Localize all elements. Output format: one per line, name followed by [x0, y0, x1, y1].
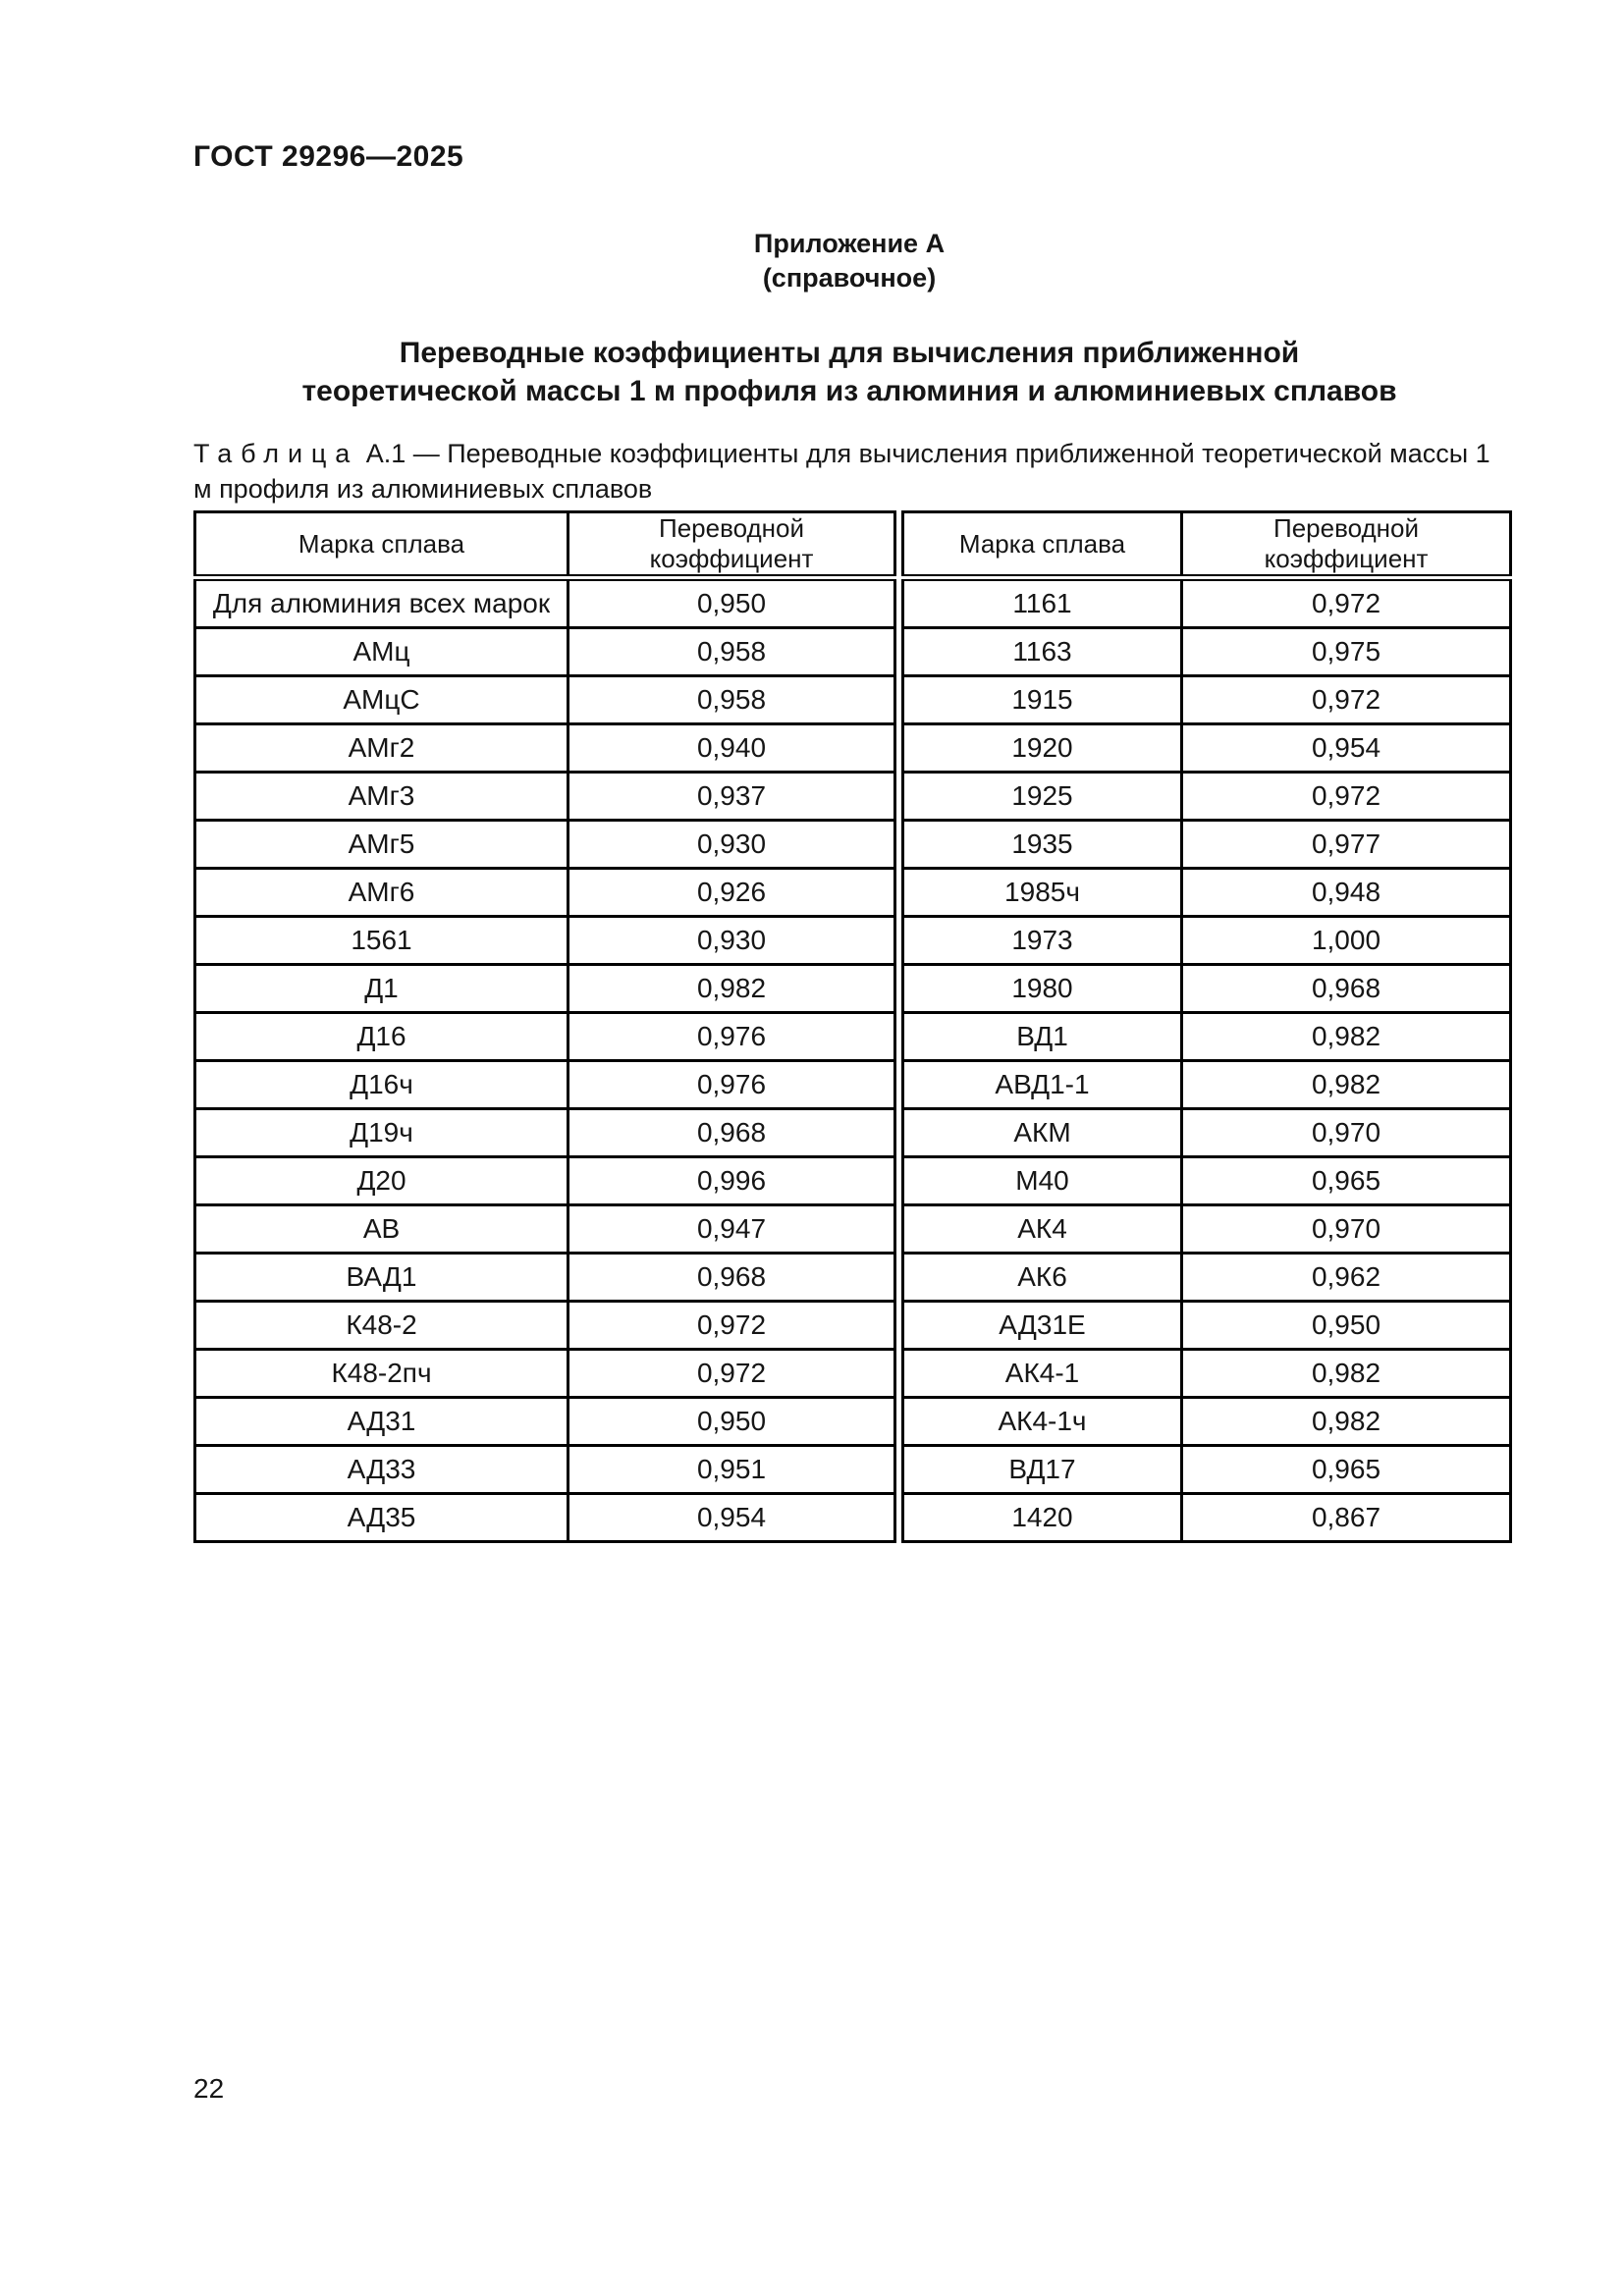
- alloy-mark-cell: АВ: [195, 1205, 568, 1254]
- alloy-mark-cell: АК6: [903, 1254, 1182, 1302]
- conversion-coefficient-cell: 0,968: [568, 1109, 895, 1157]
- alloy-mark-cell: Д19ч: [195, 1109, 568, 1157]
- alloy-mark-cell: АМц: [195, 628, 568, 676]
- document-code: ГОСТ 29296—2025: [193, 140, 464, 173]
- table-header-row: [195, 512, 895, 578]
- table-row: [195, 821, 895, 869]
- alloy-mark-cell: АМцС: [195, 676, 568, 724]
- table-row: [195, 1013, 895, 1061]
- table-row: [195, 1494, 895, 1542]
- conversion-coefficient-cell: 0,950: [568, 578, 895, 628]
- table-row: [195, 676, 895, 724]
- conversion-coefficient-cell: 0,972: [568, 1350, 895, 1398]
- alloy-mark-cell: ВАД1: [195, 1254, 568, 1302]
- conversion-coefficient-cell: 0,982: [568, 965, 895, 1013]
- table-row: [195, 628, 895, 676]
- alloy-mark-cell: АКМ: [903, 1109, 1182, 1157]
- conversion-coefficient-cell: 0,972: [568, 1302, 895, 1350]
- table-row: [195, 917, 895, 965]
- appendix-title: [193, 334, 1505, 410]
- alloy-mark-cell: Д20: [195, 1157, 568, 1205]
- column-header-conversion-coefficient: Переводной коэффициент: [568, 512, 895, 578]
- column-header-alloy-mark: Марка сплава: [195, 512, 568, 578]
- alloy-mark-cell: 1935: [903, 821, 1182, 869]
- table-row: [903, 965, 1511, 1013]
- table-row: [903, 1013, 1511, 1061]
- table-row: [195, 578, 895, 628]
- conversion-coefficient-cell: 0,867: [1182, 1494, 1511, 1542]
- alloy-mark-cell: Для алюминия всех марок: [195, 578, 568, 628]
- conversion-coefficient-cell: 0,982: [1182, 1398, 1511, 1446]
- conversion-coefficient-cell: 0,947: [568, 1205, 895, 1254]
- conversion-coefficient-cell: 0,982: [1182, 1061, 1511, 1109]
- conversion-coefficient-cell: 0,930: [568, 821, 895, 869]
- table-row: [903, 917, 1511, 965]
- alloy-mark-cell: АМг3: [195, 773, 568, 821]
- conversion-coefficient-cell: 0,937: [568, 773, 895, 821]
- table-row: [195, 773, 895, 821]
- conversion-coefficient-cell: 0,976: [568, 1061, 895, 1109]
- alloy-mark-cell: АМг2: [195, 724, 568, 773]
- alloy-mark-cell: 1420: [903, 1494, 1182, 1542]
- conversion-coefficient-cell: 0,975: [1182, 628, 1511, 676]
- alloy-mark-cell: 1915: [903, 676, 1182, 724]
- conversion-coefficient-cell: 0,977: [1182, 821, 1511, 869]
- table-body-right: [903, 578, 1511, 1542]
- alloy-mark-cell: М40: [903, 1157, 1182, 1205]
- alloy-mark-cell: ВД1: [903, 1013, 1182, 1061]
- table-row: [195, 1398, 895, 1446]
- appendix-label: Приложение А: [753, 229, 946, 258]
- table-header-row: [903, 512, 1511, 578]
- table-row: [903, 628, 1511, 676]
- table-a1: [193, 510, 1512, 1543]
- alloy-mark-cell: К48-2пч: [195, 1350, 568, 1398]
- conversion-coefficient-cell: 0,996: [568, 1157, 895, 1205]
- table-a1-left-half: [193, 510, 896, 1543]
- alloy-mark-cell: 1980: [903, 965, 1182, 1013]
- table-row: [903, 773, 1511, 821]
- conversion-coefficient-cell: 0,930: [568, 917, 895, 965]
- table-row: [903, 1061, 1511, 1109]
- page-number: 22: [193, 2073, 225, 2104]
- conversion-coefficient-cell: 0,958: [568, 628, 895, 676]
- table-row: [195, 1446, 895, 1494]
- conversion-coefficient-cell: 0,926: [568, 869, 895, 917]
- alloy-mark-cell: 1920: [903, 724, 1182, 773]
- conversion-coefficient-cell: 0,972: [1182, 578, 1511, 628]
- conversion-coefficient-cell: 0,940: [568, 724, 895, 773]
- alloy-mark-cell: АК4-1ч: [903, 1398, 1182, 1446]
- conversion-coefficient-cell: 0,970: [1182, 1205, 1511, 1254]
- conversion-coefficient-cell: 0,951: [568, 1446, 895, 1494]
- conversion-coefficient-cell: 0,954: [568, 1494, 895, 1542]
- conversion-coefficient-cell: 0,950: [1182, 1302, 1511, 1350]
- table-row: [903, 578, 1511, 628]
- table-row: [195, 1254, 895, 1302]
- conversion-coefficient-cell: 0,965: [1182, 1157, 1511, 1205]
- table-caption: [193, 436, 1509, 507]
- table-row: [903, 1302, 1511, 1350]
- table-row: [903, 1446, 1511, 1494]
- table-row: [903, 1205, 1511, 1254]
- conversion-coefficient-cell: 0,968: [1182, 965, 1511, 1013]
- alloy-mark-cell: 1973: [903, 917, 1182, 965]
- appendix-heading: [193, 227, 1505, 295]
- table-row: [903, 821, 1511, 869]
- conversion-coefficient-cell: 1,000: [1182, 917, 1511, 965]
- table-row: [903, 1109, 1511, 1157]
- table-row: [195, 1061, 895, 1109]
- table-body-left: [195, 578, 895, 1542]
- appendix-title-line1: Переводные коэффициенты для вычисления приближенной: [399, 337, 1300, 369]
- appendix-sublabel: (справочное): [762, 263, 937, 293]
- appendix-title-line2: теоретической массы 1 м профиля из алюминия и алюминиевых сплавов: [301, 375, 1397, 407]
- alloy-mark-cell: АМг5: [195, 821, 568, 869]
- conversion-coefficient-cell: 0,970: [1182, 1109, 1511, 1157]
- table-caption-text: А.1 — Переводные коэффициенты для вычисления приближенной теоретической массы 1 м профиля из алюминиевых сплавов: [193, 439, 1490, 504]
- conversion-coefficient-cell: 0,982: [1182, 1013, 1511, 1061]
- alloy-mark-cell: 1163: [903, 628, 1182, 676]
- column-header-alloy-mark: Марка сплава: [903, 512, 1182, 578]
- conversion-coefficient-cell: 0,982: [1182, 1350, 1511, 1398]
- table-a1-right-half: [901, 510, 1512, 1543]
- alloy-mark-cell: 1925: [903, 773, 1182, 821]
- alloy-mark-cell: АД35: [195, 1494, 568, 1542]
- table-row: [195, 1350, 895, 1398]
- conversion-coefficient-cell: 0,972: [1182, 676, 1511, 724]
- table-row: [195, 1109, 895, 1157]
- table-row: [903, 869, 1511, 917]
- conversion-coefficient-cell: 0,965: [1182, 1446, 1511, 1494]
- table-caption-word: Таблица: [193, 439, 359, 468]
- table-row: [903, 676, 1511, 724]
- conversion-coefficient-cell: 0,972: [1182, 773, 1511, 821]
- alloy-mark-cell: АД33: [195, 1446, 568, 1494]
- alloy-mark-cell: АК4: [903, 1205, 1182, 1254]
- conversion-coefficient-cell: 0,962: [1182, 1254, 1511, 1302]
- alloy-mark-cell: АМг6: [195, 869, 568, 917]
- table-row: [195, 1302, 895, 1350]
- alloy-mark-cell: АВД1-1: [903, 1061, 1182, 1109]
- alloy-mark-cell: Д16: [195, 1013, 568, 1061]
- conversion-coefficient-cell: 0,950: [568, 1398, 895, 1446]
- conversion-coefficient-cell: 0,968: [568, 1254, 895, 1302]
- table-row: [903, 724, 1511, 773]
- alloy-mark-cell: Д16ч: [195, 1061, 568, 1109]
- alloy-mark-cell: 1161: [903, 578, 1182, 628]
- alloy-mark-cell: АК4-1: [903, 1350, 1182, 1398]
- alloy-mark-cell: 1561: [195, 917, 568, 965]
- table-row: [195, 965, 895, 1013]
- table-row: [903, 1398, 1511, 1446]
- table-row: [195, 869, 895, 917]
- table-row: [903, 1254, 1511, 1302]
- table-row: [195, 1205, 895, 1254]
- conversion-coefficient-cell: 0,958: [568, 676, 895, 724]
- alloy-mark-cell: АД31: [195, 1398, 568, 1446]
- table-row: [903, 1494, 1511, 1542]
- conversion-coefficient-cell: 0,976: [568, 1013, 895, 1061]
- table-row: [903, 1157, 1511, 1205]
- alloy-mark-cell: К48-2: [195, 1302, 568, 1350]
- column-header-conversion-coefficient: Переводной коэффициент: [1182, 512, 1511, 578]
- table-row: [195, 1157, 895, 1205]
- conversion-coefficient-cell: 0,954: [1182, 724, 1511, 773]
- alloy-mark-cell: Д1: [195, 965, 568, 1013]
- alloy-mark-cell: ВД17: [903, 1446, 1182, 1494]
- table-row: [195, 724, 895, 773]
- table-row: [903, 1350, 1511, 1398]
- alloy-mark-cell: 1985ч: [903, 869, 1182, 917]
- alloy-mark-cell: АД31Е: [903, 1302, 1182, 1350]
- conversion-coefficient-cell: 0,948: [1182, 869, 1511, 917]
